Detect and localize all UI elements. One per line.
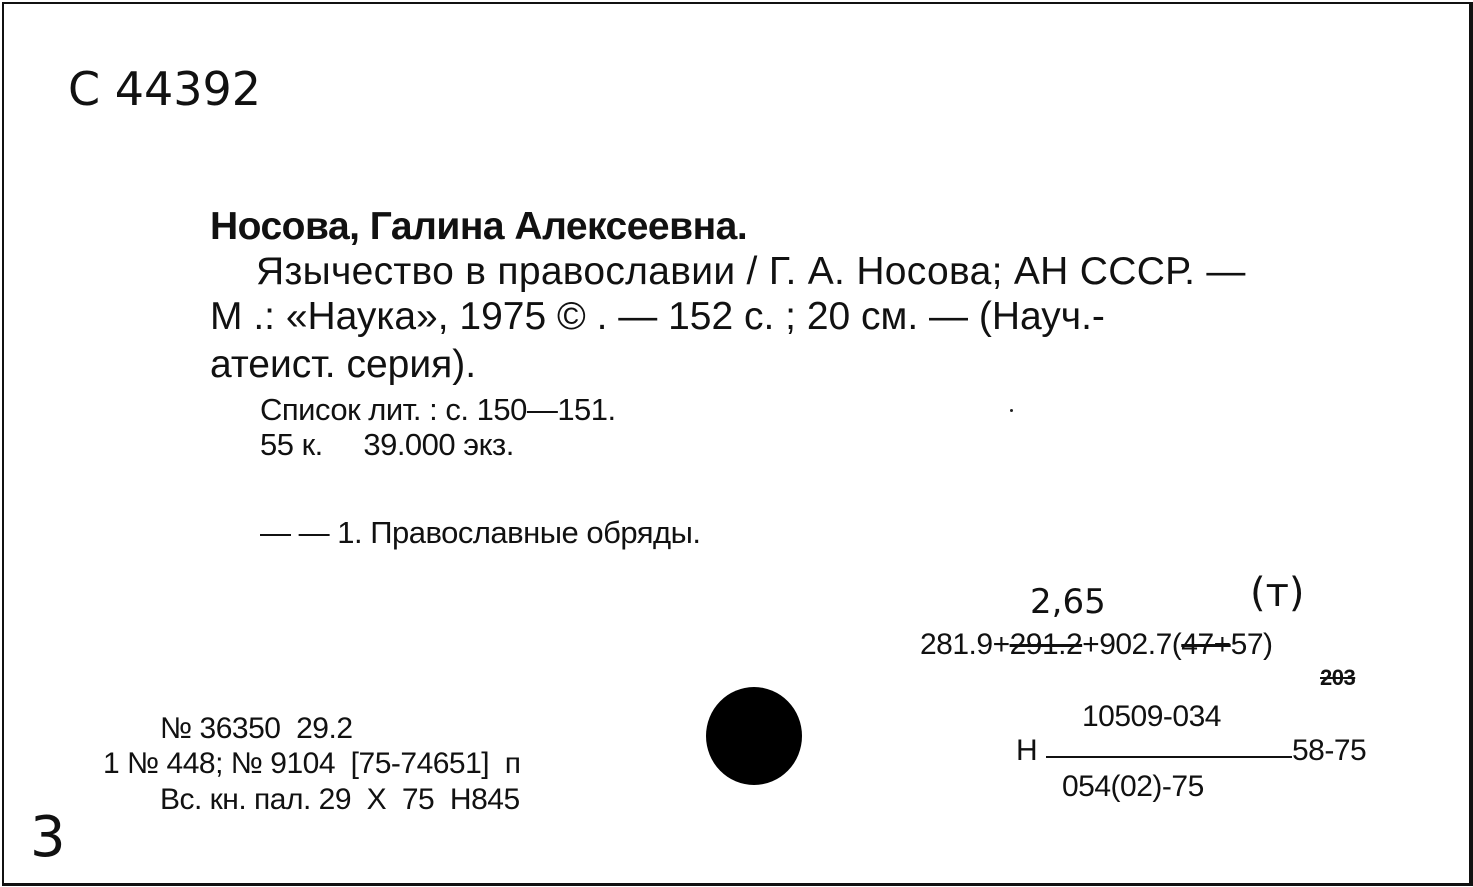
meta-line-2: 1 № 448; № 9104 [75-74651] п <box>103 747 521 780</box>
title-line-1: Язычество в православии / Г. А. Носова; АН СССР. — <box>256 250 1246 293</box>
code-struck-sub: 203 <box>1320 665 1356 690</box>
punch-hole-dot <box>706 687 802 785</box>
code-suffix: 57) <box>1230 628 1273 661</box>
title-line-3: атеист. серия). <box>210 343 477 386</box>
meta-line-1: № 36350 29.2 <box>160 712 353 745</box>
price-and-print-run: 55 к. 39.000 экз. <box>260 427 514 462</box>
meta-line-3: Вс. кн. пал. 29 Х 75 Н845 <box>160 783 520 816</box>
code-prefix: 281.9+ <box>920 628 1010 661</box>
ink-speck <box>1010 409 1013 412</box>
classification-numerator: 10509-034 <box>1082 700 1221 733</box>
classification-codes <box>920 628 1273 662</box>
code-struck-1: 291.2 <box>1009 628 1083 661</box>
classification-letter: Н <box>1016 734 1038 767</box>
handwritten-price: 2,65 <box>1030 582 1106 622</box>
title-line-2: М .: «Наука», 1975 © . — 152 с. ; 20 см. — (Науч.- <box>210 295 1105 338</box>
code-struck-2: 47+ <box>1181 628 1231 661</box>
subject-heading: — — 1. Православные обряды. <box>260 515 701 550</box>
classification-denominator: 054(02)-75 <box>1062 770 1204 803</box>
fraction-line <box>1046 756 1292 758</box>
classification-tail: 58-75 <box>1292 734 1367 767</box>
handwritten-t-mark: (т) <box>1250 570 1305 616</box>
author-heading: Носова, Галина Алексеевна. <box>210 205 748 248</box>
handwritten-corner-mark: 3 <box>30 805 66 870</box>
call-number: C 44392 <box>68 62 262 116</box>
bibliography-note: Список лит. : с. 150—151. <box>260 392 616 427</box>
code-middle: +902.7( <box>1082 628 1182 661</box>
